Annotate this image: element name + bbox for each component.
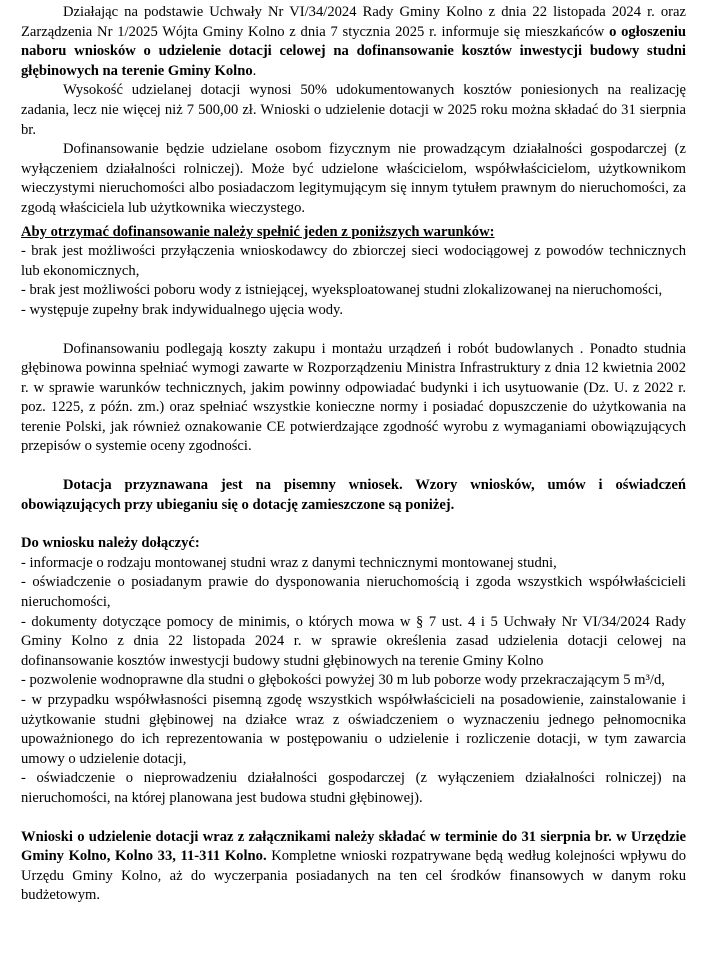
application-paragraph: Dotacja przyznawana jest na pisemny wniosek. Wzory wniosków, umów i oświadczeń obowiązujących przy ubieganiu się o dotację zamieszczone są poniżej. bbox=[21, 477, 686, 513]
intro-end: . bbox=[252, 62, 257, 79]
deadline-paragraph bbox=[21, 828, 686, 906]
costs-paragraph: Dofinansowaniu podlegają koszty zakupu i montażu urządzeń i robót budowlanych . Ponadto studnia głębinowa powinna spełniać wymogi zawarte w Rozporządzeniu Ministra Infrastruktury z dnia 12 kwietnia 2002 r. w sprawie warunków technicznych, jakim powinny odpowiadać budynki i ich usytuowanie (Dz. U. z 2022 r. poz. 1225, z późn. zm.) oraz spełniać wszystkie konieczne normy i posiadać dopuszczenie do użytkowania na terenie Polski, jak również oznakowanie CE potwierdzające zgodność wyrobu z wymaganiami obowiązujących przepisów o systemie oceny zgodności. bbox=[21, 340, 686, 455]
intro-paragraph bbox=[21, 3, 686, 81]
deadline-text: Kompletne wnioski rozpatrywane będą według kolejności wpływu do Urzędu Gminy Kolno, aż do wyczerpania posiadanych na ten cel środków finansowych w danym roku budżetowym. bbox=[21, 848, 686, 904]
conditions-heading: Aby otrzymać dofinansowanie należy spełnić jeden z poniższych warunków: bbox=[21, 223, 495, 240]
attachment-item: - dokumenty dotyczące pomocy de minimis, o których mowa w § 7 ust. 4 i 5 Uchwały Nr VI/34/2024 Rady Gminy Kolno z dnia 22 listopada 2024 r. w sprawie określenia zasad udzielenia dotacji celowej na dofinansowanie kosztów inwestycji budowy studni głębinowych na terenie Gminy Kolno bbox=[21, 613, 686, 669]
amount-paragraph: Wysokość udzielanej dotacji wynosi 50% udokumentowanych kosztów poniesionych na realizację zadania, lecz nie więcej niż 7 500,00 zł. Wnioski o udzielenie dotacji w 2025 roku można składać do 31 sierpnia br. bbox=[21, 82, 686, 138]
attachments-heading: Do wniosku należy dołączyć: bbox=[21, 535, 200, 552]
condition-item: - brak jest możliwości poboru wody z istniejącej, wyeksploatowanej studni zlokalizowanej na nieruchomości, bbox=[21, 282, 663, 299]
deadline-bold-text: Wnioski o udzielenie dotacji wraz z załącznikami należy składać w terminie do 31 sierpnia br. w Urzędzie Gminy Kolno, Kolno 33, 11-311 Kolno. bbox=[21, 828, 686, 865]
attachment-item: - oświadczenie o posiadanym prawie do dysponowania nieruchomością i zgoda wszystkich współwłaścicieli nieruchomości, bbox=[21, 574, 686, 611]
attachment-item: - pozwolenie wodnoprawne dla studni o głębokości powyżej 30 m lub poborze wody przekraczającym 5 m³/d, bbox=[21, 672, 665, 689]
condition-item: - występuje zupełny brak indywidualnego ujęcia wody. bbox=[21, 301, 344, 318]
condition-item: - brak jest możliwości przyłączenia wnioskodawcy do zbiorczej sieci wodociągowej z powodów technicznych lub ekonomicznych, bbox=[21, 243, 686, 279]
attachment-item: - informacje o rodzaju montowanej studni wraz z danymi technicznymi montowanej studni, bbox=[21, 554, 557, 571]
eligibility-paragraph: Dofinansowanie będzie udzielane osobom fizycznym nie prowadzącym działalności gospodarczej (z wyłączeniem działalności rolniczej). Może być udzielone właścicielom, współwłaścicielom, użytkownikom wieczystymi nieruchomości albo posiadaczom legitymującym się innym tytułem prawnym do nieruchomości, za zgodą właściciela lub użytkownika wieczystego. bbox=[21, 141, 686, 216]
intro-text: Działając na podstawie Uchwały Nr VI/34/2024 Rady Gminy Kolno z dnia 22 listopada 2024 r. oraz Zarządzenia Nr 1/2025 Wójta Gminy Kolno z dnia 7 stycznia 2025 r. informuje się mieszkańców bbox=[21, 4, 686, 40]
attachment-item: - w przypadku współwłasności pisemną zgodę wszystkich współwłaścicieli na posadowienie, zainstalowanie i użytkowanie studni głębinowej na działce wraz z oświadczeniem o wyznaczeniu jednego pełnomocnika upoważnionego do ich reprezentowania w postępowaniu o udzielenie i rozliczenie dotacji, w tym zawarcia umowy o udzielenie dotacji, bbox=[21, 692, 686, 767]
attachment-item: - oświadczenie o nieprowadzeniu działalności gospodarczej (z wyłączeniem działalności rolniczej) na nieruchomości, na której planowana jest budowa studni głębinowej). bbox=[21, 770, 686, 806]
intro-bold-text: o ogłoszeniu naboru wniosków o udzielenie dotacji celowej na dofinansowanie kosztów inwestycji budowy studni głębinowych na terenie Gminy Kolno bbox=[21, 23, 687, 79]
